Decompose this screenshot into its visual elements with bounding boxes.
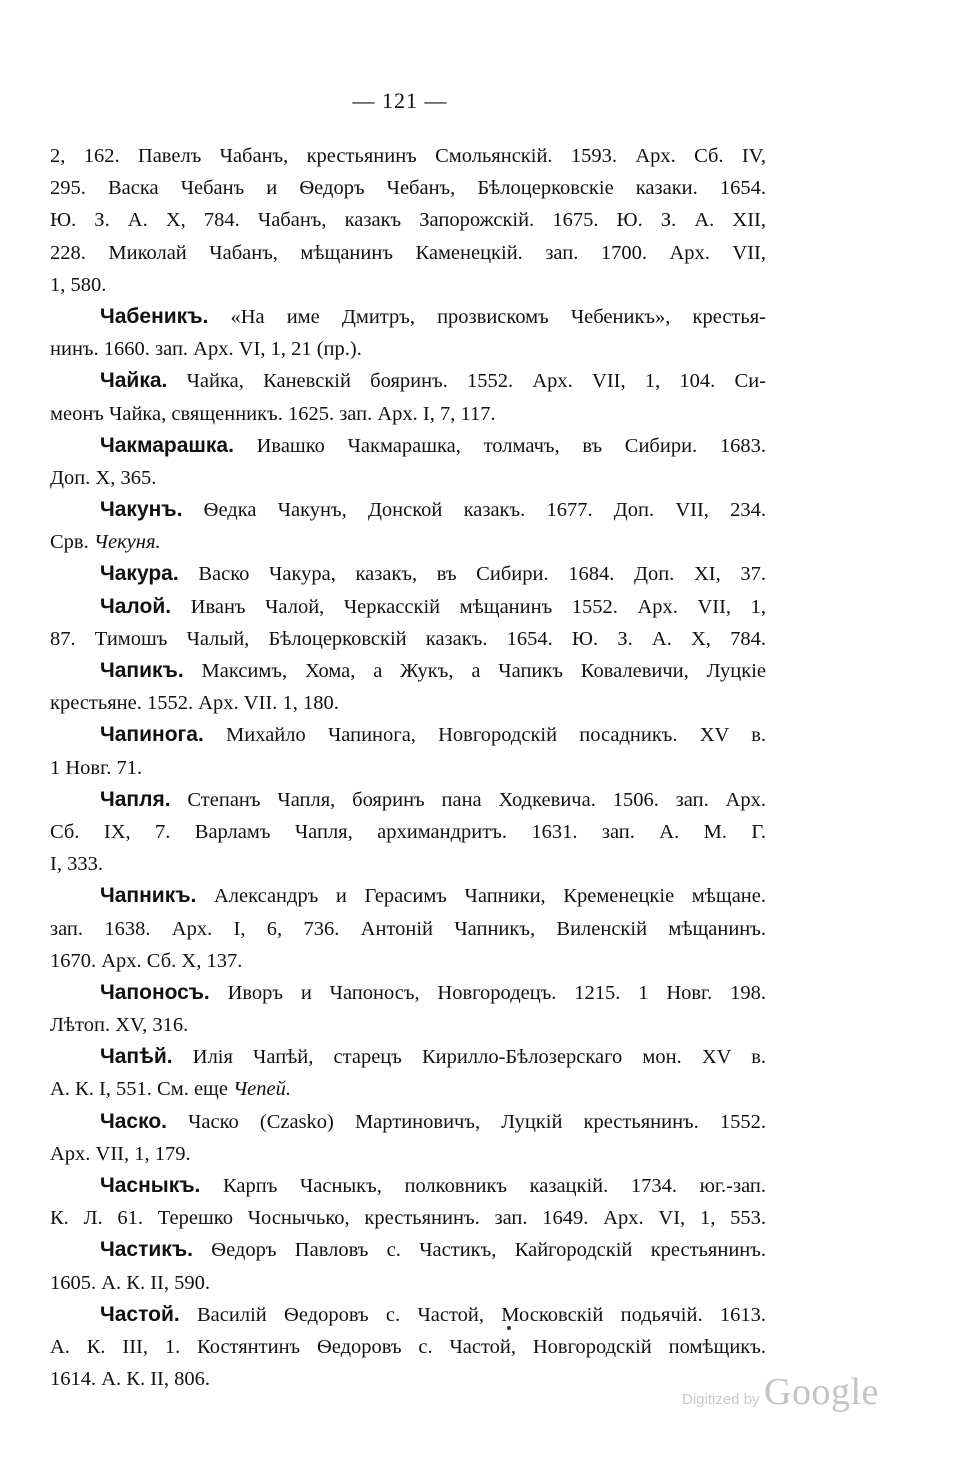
digitized-watermark — [682, 1370, 879, 1414]
entry-text: Срв. — [50, 531, 94, 554]
text-line — [50, 1331, 766, 1363]
entry-headword: Чапинога. — [100, 723, 204, 747]
entry-text: А. К. III, 1. Костянтинъ Ѳедоровъ с. Частой, Новгородскій помѣщикъ. — [50, 1335, 766, 1358]
entry-text: Сб. IX, 7. Варламъ Чапля, архимандритъ. 1631. зап. А. М. Г. — [50, 820, 766, 843]
entry-headword: Часко. — [100, 1109, 168, 1133]
entry-headword: Чакунъ. — [100, 498, 183, 522]
entry-headword: Чакура. — [100, 562, 179, 586]
entry-headword: Часныкъ. — [100, 1174, 201, 1197]
text-line — [50, 1041, 766, 1073]
entry-text: 295. Васка Чебанъ и Ѳедоръ Чебанъ, Бѣлоцерковскіе казаки. 1654. — [50, 177, 766, 200]
entry-text: «На име Дмитръ, прозвискомъ Чебеникъ», крестья- — [208, 305, 766, 328]
text-line — [50, 1299, 766, 1331]
text-line — [50, 1009, 766, 1041]
text-line — [50, 945, 766, 977]
google-logo: Google — [764, 1371, 879, 1413]
entry-text: К. Л. 61. Терешко Чоснычько, крестьянинъ. зап. 1649. Арх. VI, 1, 553. — [50, 1207, 766, 1230]
entry-text: Ѳедка Чакунъ, Донской казакъ. 1677. Доп. VII, 234. — [182, 499, 766, 522]
text-line — [50, 1138, 766, 1170]
entry-text: 1 Новг. 71. — [50, 756, 143, 779]
entry-text: Иванъ Чалой, Черкасскій мѣщанинъ 1552. Арх. VII, 1, — [171, 595, 766, 618]
entry-text: Арх. VII, 1, 179. — [50, 1142, 191, 1165]
entry-text: Степанъ Чапля, бояринъ пана Ходкевича. 1506. зап. Арх. — [170, 788, 766, 811]
entry-headword: Частой. — [100, 1302, 180, 1326]
text-line — [50, 1170, 766, 1202]
entry-text: Александръ и Герасимъ Чапники, Кременецкіе мѣщане. — [196, 885, 766, 908]
text-line — [50, 1202, 766, 1234]
entry-text: крестьяне. 1552. Арх. VII. 1, 180. — [50, 692, 339, 715]
text-line — [50, 848, 766, 880]
text-line — [50, 623, 766, 655]
entry-text: 1605. А. К. II, 590. — [50, 1271, 211, 1294]
entry-text: нинъ. 1660. зап. Арх. VI, 1, 21 (пр.). — [50, 338, 362, 361]
text-line — [50, 1234, 766, 1266]
entry-text: 1614. А. К. II, 806. — [50, 1368, 211, 1391]
text-line — [50, 752, 766, 784]
entry-headword: Чабеникъ. — [100, 304, 209, 328]
entry-headword: Частикъ. — [100, 1238, 193, 1262]
text-line — [50, 237, 766, 269]
entry-text: Часко (Czasko) Мартиновичъ, Луцкій крестьянинъ. 1552. — [167, 1110, 766, 1133]
entry-text: Лѣтоп. XV, 316. — [50, 1014, 189, 1037]
entry-text: Карпъ Часныкъ, полковникъ казацкій. 1734. юг.-зап. — [200, 1175, 766, 1197]
text-line — [50, 687, 766, 719]
text-line — [50, 880, 766, 912]
entry-text: Ю. З. А. X, 784. Чабанъ, казакъ Запорожскій. 1675. Ю. З. А. XII, — [50, 209, 766, 232]
entry-headword: Чапѣй. — [100, 1045, 173, 1069]
text-line — [50, 430, 766, 462]
text-line — [50, 365, 766, 397]
entry-headword: Чапикъ. — [100, 659, 184, 682]
ink-speck — [507, 1326, 511, 1330]
entry-text: 1670. Арх. Сб. X, 137. — [50, 949, 243, 972]
text-line — [50, 398, 766, 430]
entry-text: 87. Тимошъ Чалый, Бѣлоцерковскій казакъ. 1654. Ю. З. А. X, 784. — [50, 627, 766, 650]
entry-text: 2, 162. Павелъ Чабанъ, крестьянинъ Смольянскій. 1593. Арх. Сб. IV, — [50, 145, 766, 167]
cross-reference: Чепей. — [233, 1078, 292, 1101]
entry-text: Илія Чапѣй, старецъ Кирилло-Бѣлозерскаго мон. XV в. — [172, 1046, 766, 1069]
entry-text: Чайка, Каневскій бояринъ. 1552. Арх. VII, 1, 104. Си- — [167, 370, 766, 393]
entry-text: Доп. X, 365. — [50, 466, 157, 489]
text-line — [50, 913, 766, 945]
text-line — [50, 1073, 766, 1105]
page-number: — 121 — — [352, 88, 448, 113]
entry-headword: Чапоносъ. — [100, 980, 210, 1004]
text-line — [50, 816, 766, 848]
entry-text: I, 333. — [50, 853, 103, 876]
text-line — [50, 784, 766, 816]
entry-text: 1, 580. — [50, 273, 107, 296]
text-line — [50, 269, 766, 301]
entry-text: зап. 1638. Арх. I, 6, 736. Антоній Чапникъ, Виленскій мѣщанинъ. — [50, 917, 766, 940]
text-line — [50, 591, 766, 623]
entry-text: Ивашко Чакмарашка, толмачъ, въ Сибири. 1683. — [233, 434, 766, 457]
entry-text: Иворъ и Чапоносъ, Новгородецъ. 1215. 1 Новг. 198. — [209, 981, 766, 1004]
text-line — [50, 977, 766, 1009]
entry-text: Васко Чакура, казакъ, въ Сибири. 1684. Доп. XI, 37. — [178, 563, 766, 586]
dictionary-text — [50, 140, 766, 1395]
text-line — [50, 462, 766, 494]
text-line — [50, 1106, 766, 1138]
text-line — [50, 494, 766, 526]
text-line — [50, 558, 766, 590]
entry-text: Михайло Чапинога, Новгородскій посадникъ. XV в. — [203, 724, 766, 747]
text-line — [50, 140, 766, 172]
entry-text: Максимъ, Хома, а Жукъ, а Чапикъ Ковалевичи, Луцкіе — [183, 660, 766, 682]
entry-text: А. К. I, 551. См. еще — [50, 1078, 234, 1101]
entry-headword: Чапникъ. — [100, 884, 197, 908]
entry-headword: Чайка. — [100, 369, 168, 393]
text-line — [50, 655, 766, 687]
text-line — [50, 204, 766, 236]
text-line — [50, 333, 766, 365]
entry-text: Василій Ѳедоровъ с. Частой, Московскій подьячій. 1613. — [179, 1303, 766, 1326]
text-line — [50, 526, 766, 558]
text-line — [50, 719, 766, 751]
cross-reference: Чекуня. — [93, 531, 161, 554]
entry-text: Ѳедоръ Павловъ с. Частикъ, Кайгородскій крестьянинъ. — [192, 1239, 766, 1262]
text-line — [50, 1363, 766, 1395]
text-line — [50, 172, 766, 204]
text-line — [50, 1267, 766, 1299]
entry-text: меонъ Чайка, священникъ. 1625. зап. Арх. I, 7, 117. — [50, 402, 496, 425]
text-line — [50, 301, 766, 333]
entry-headword: Чакмарашка. — [100, 433, 234, 457]
entry-text: 228. Миколай Чабанъ, мѣщанинъ Каменецкій. зап. 1700. Арх. VII, — [50, 241, 766, 264]
entry-headword: Чалой. — [100, 594, 172, 618]
entry-headword: Чапля. — [100, 787, 171, 811]
watermark-prefix: Digitized by — [682, 1391, 760, 1408]
